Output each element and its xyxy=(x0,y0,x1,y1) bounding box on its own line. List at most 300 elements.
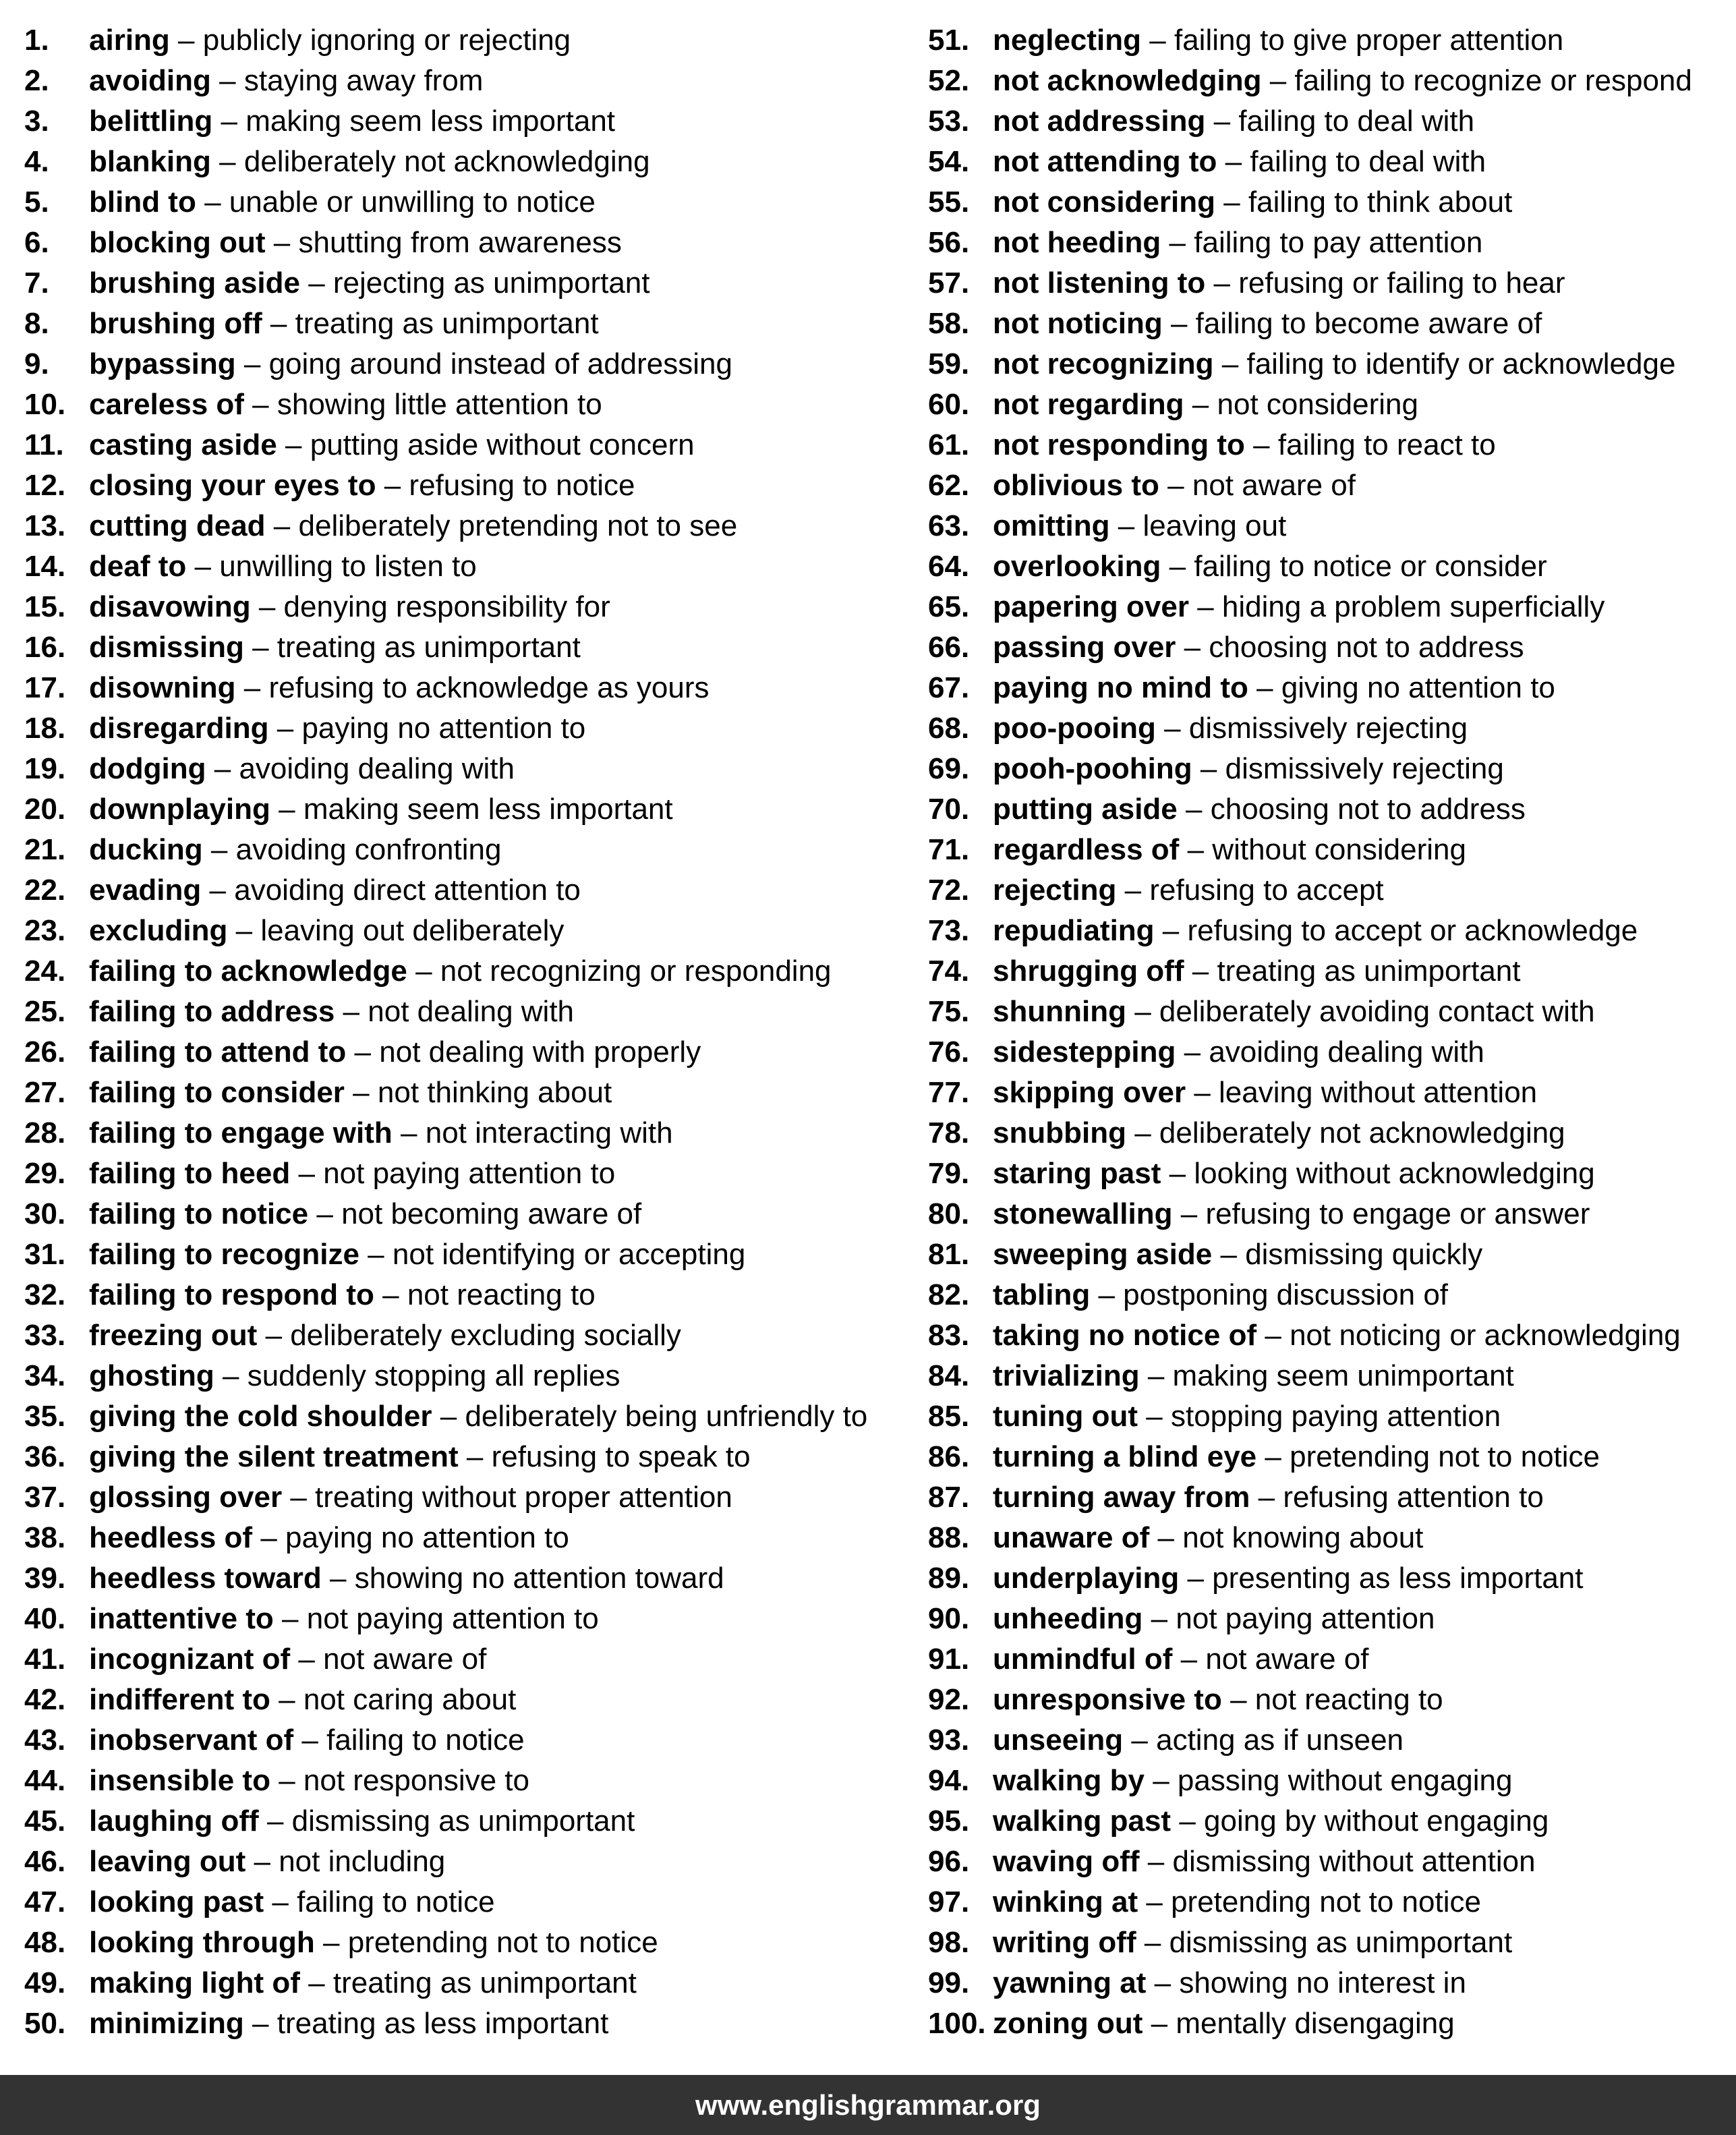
list-item xyxy=(24,1720,894,1761)
item-number: 37. xyxy=(24,1481,66,1514)
item-term: zoning out xyxy=(993,2007,1143,2040)
item-definition: not paying attention xyxy=(1176,1602,1435,1635)
item-separator: – xyxy=(270,307,287,340)
item-separator: – xyxy=(252,388,269,421)
item-definition: making seem unimportant xyxy=(1172,1359,1514,1392)
item-number: 45. xyxy=(24,1804,66,1838)
item-number: 31. xyxy=(24,1238,66,1271)
list-item xyxy=(928,1599,1731,1639)
item-definition: deliberately not acknowledging xyxy=(1159,1116,1565,1149)
item-number: 60. xyxy=(928,388,970,421)
item-term: unaware of xyxy=(993,1521,1150,1554)
item-separator: – xyxy=(1220,1238,1237,1271)
item-term: closing your eyes to xyxy=(89,469,376,502)
list-item xyxy=(24,1842,894,1882)
item-definition: not knowing about xyxy=(1182,1521,1424,1554)
item-definition: refusing to acknowledge as yours xyxy=(268,671,710,704)
list-item xyxy=(928,1113,1731,1154)
item-term: insensible to xyxy=(89,1764,270,1797)
list-item xyxy=(928,1639,1731,1680)
item-term: rejecting xyxy=(993,874,1117,907)
list-item xyxy=(928,1518,1731,1558)
item-term: giving the cold shoulder xyxy=(89,1400,432,1433)
item-term: evading xyxy=(89,874,202,907)
list-item xyxy=(24,546,894,587)
item-number: 87. xyxy=(928,1481,970,1514)
item-number: 23. xyxy=(24,914,66,947)
item-number: 50. xyxy=(24,2007,66,2040)
item-definition: not recognizing or responding xyxy=(440,955,832,988)
item-number: 78. xyxy=(928,1116,970,1149)
item-term: minimizing xyxy=(89,2007,244,2040)
item-term: glossing over xyxy=(89,1481,283,1514)
list-item xyxy=(928,911,1731,951)
item-term: regardless of xyxy=(993,833,1180,866)
item-separator: – xyxy=(1157,1521,1174,1554)
item-term: failing to acknowledge xyxy=(89,955,407,988)
list-item xyxy=(24,1194,894,1234)
item-definition: presenting as less important xyxy=(1212,1562,1584,1595)
item-separator: – xyxy=(273,509,291,542)
item-number: 91. xyxy=(928,1643,970,1676)
list-item xyxy=(928,1315,1731,1356)
item-separator: – xyxy=(308,266,325,300)
item-number: 51. xyxy=(928,24,970,57)
list-item xyxy=(24,587,894,627)
item-separator: – xyxy=(1131,1724,1148,1757)
item-number: 27. xyxy=(24,1076,66,1109)
list-item xyxy=(24,1234,894,1275)
list-item xyxy=(24,1477,894,1518)
item-term: disavowing xyxy=(89,590,251,623)
item-definition: dismissively rejecting xyxy=(1188,712,1468,745)
item-separator: – xyxy=(290,1481,307,1514)
item-number: 80. xyxy=(928,1197,970,1230)
list-item xyxy=(928,1923,1731,1963)
item-number: 92. xyxy=(928,1683,970,1716)
list-item xyxy=(928,951,1731,992)
item-definition: paying no attention to xyxy=(301,712,586,745)
list-item xyxy=(24,992,894,1032)
list-item xyxy=(24,344,894,385)
list-item xyxy=(24,61,894,101)
item-separator: – xyxy=(1147,1359,1165,1392)
list-item xyxy=(24,1761,894,1801)
item-number: 4. xyxy=(24,145,49,178)
item-separator: – xyxy=(1187,1562,1204,1595)
item-number: 99. xyxy=(928,1966,970,1999)
item-separator: – xyxy=(353,1076,370,1109)
item-number: 12. xyxy=(24,469,66,502)
item-definition: dismissing quickly xyxy=(1245,1238,1483,1271)
item-separator: – xyxy=(210,833,228,866)
item-term: ducking xyxy=(89,833,203,866)
item-term: inobservant of xyxy=(89,1724,294,1757)
list-item xyxy=(928,627,1731,668)
item-definition: postponing discussion of xyxy=(1123,1278,1449,1311)
item-separator: – xyxy=(1223,186,1240,219)
item-term: making light of xyxy=(89,1966,300,1999)
item-term: failing to heed xyxy=(89,1157,291,1190)
item-definition: paying no attention to xyxy=(285,1521,569,1554)
item-number: 96. xyxy=(928,1845,970,1878)
item-definition: leaving without attention xyxy=(1219,1076,1538,1109)
item-term: failing to consider xyxy=(89,1076,345,1109)
item-definition: treating as unimportant xyxy=(277,631,581,664)
item-definition: not interacting with xyxy=(425,1116,673,1149)
item-term: sidestepping xyxy=(993,1035,1176,1069)
item-term: unresponsive to xyxy=(993,1683,1222,1716)
item-number: 30. xyxy=(24,1197,66,1230)
item-definition: pretending not to notice xyxy=(1171,1885,1481,1918)
list-item xyxy=(928,142,1731,182)
item-number: 6. xyxy=(24,226,49,259)
item-separator: – xyxy=(298,1157,315,1190)
item-term: failing to recognize xyxy=(89,1238,359,1271)
item-separator: – xyxy=(1187,833,1205,866)
item-definition: leaving out xyxy=(1142,509,1287,542)
item-number: 98. xyxy=(928,1926,970,1959)
item-number: 88. xyxy=(928,1521,970,1554)
list-item xyxy=(928,749,1731,789)
list-item xyxy=(24,789,894,830)
item-separator: – xyxy=(1149,24,1166,57)
item-definition: not dealing with properly xyxy=(379,1035,701,1069)
item-separator: – xyxy=(1230,1683,1247,1716)
item-definition: not aware of xyxy=(1192,469,1356,502)
item-term: poo-pooing xyxy=(993,712,1156,745)
item-definition: failing to identify or acknowledge xyxy=(1246,347,1676,380)
item-definition: giving no attention to xyxy=(1281,671,1555,704)
list-item xyxy=(928,546,1731,587)
item-number: 86. xyxy=(928,1440,970,1473)
item-definition: refusing to notice xyxy=(409,469,635,502)
item-separator: – xyxy=(1194,1076,1211,1109)
item-number: 66. xyxy=(928,631,970,664)
list-item xyxy=(928,992,1731,1032)
item-number: 42. xyxy=(24,1683,66,1716)
item-separator: – xyxy=(209,874,226,907)
item-number: 70. xyxy=(928,793,970,826)
item-separator: – xyxy=(1170,307,1188,340)
item-separator: – xyxy=(1225,145,1242,178)
item-number: 84. xyxy=(928,1359,970,1392)
item-separator: – xyxy=(178,24,195,57)
left-column xyxy=(24,20,894,2044)
item-number: 61. xyxy=(928,428,970,461)
item-number: 59. xyxy=(928,347,970,380)
item-term: giving the silent treatment xyxy=(89,1440,459,1473)
list-item xyxy=(928,708,1731,749)
item-separator: – xyxy=(1269,64,1287,97)
item-term: belittling xyxy=(89,105,213,138)
item-separator: – xyxy=(316,1197,333,1230)
list-item xyxy=(24,1680,894,1720)
item-separator: – xyxy=(252,2007,269,2040)
item-separator: – xyxy=(1253,428,1270,461)
item-separator: – xyxy=(298,1643,315,1676)
item-number: 56. xyxy=(928,226,970,259)
item-definition: dismissively rejecting xyxy=(1225,752,1504,785)
list-item xyxy=(928,1154,1731,1194)
item-separator: – xyxy=(285,428,302,461)
item-definition: choosing not to address xyxy=(1210,793,1526,826)
item-separator: – xyxy=(343,995,360,1028)
item-separator: – xyxy=(273,226,291,259)
item-separator: – xyxy=(415,955,432,988)
item-number: 11. xyxy=(24,428,64,461)
item-definition: refusing attention to xyxy=(1283,1481,1544,1514)
item-separator: – xyxy=(1154,1966,1171,1999)
item-separator: – xyxy=(1167,469,1184,502)
list-item xyxy=(928,1437,1731,1477)
item-definition: not reacting to xyxy=(1254,1683,1443,1716)
item-term: snubbing xyxy=(993,1116,1126,1149)
item-definition: not including xyxy=(279,1845,446,1878)
item-number: 16. xyxy=(24,631,66,664)
item-number: 71. xyxy=(928,833,970,866)
list-item xyxy=(24,1113,894,1154)
item-term: unseeing xyxy=(993,1724,1124,1757)
item-term: failing to attend to xyxy=(89,1035,347,1069)
list-item xyxy=(24,1032,894,1073)
item-term: turning away from xyxy=(993,1481,1250,1514)
list-item xyxy=(928,1032,1731,1073)
item-number: 79. xyxy=(928,1157,970,1190)
list-item xyxy=(24,1923,894,1963)
item-separator: – xyxy=(252,631,269,664)
list-item xyxy=(928,1073,1731,1113)
item-definition: dismissing as unimportant xyxy=(291,1804,635,1838)
item-definition: treating as unimportant xyxy=(332,1966,637,1999)
item-term: leaving out xyxy=(89,1845,246,1878)
item-number: 44. xyxy=(24,1764,66,1797)
item-term: not attending to xyxy=(993,145,1217,178)
item-number: 9. xyxy=(24,347,49,380)
item-separator: – xyxy=(214,752,231,785)
item-separator: – xyxy=(323,1926,340,1959)
list-item xyxy=(928,1194,1731,1234)
item-separator: – xyxy=(1180,1197,1198,1230)
item-separator: – xyxy=(301,1724,318,1757)
list-item xyxy=(24,465,894,506)
list-item xyxy=(928,425,1731,465)
item-definition: showing no attention toward xyxy=(354,1562,724,1595)
list-item xyxy=(24,911,894,951)
item-term: walking by xyxy=(993,1764,1145,1797)
item-term: underplaying xyxy=(993,1562,1180,1595)
list-item xyxy=(928,20,1731,61)
item-number: 54. xyxy=(928,145,970,178)
list-item xyxy=(24,830,894,870)
item-definition: going around instead of addressing xyxy=(268,347,732,380)
item-separator: – xyxy=(219,145,236,178)
item-separator: – xyxy=(265,1319,283,1352)
item-separator: – xyxy=(1146,1885,1163,1918)
list-item xyxy=(24,708,894,749)
item-definition: dismissing as unimportant xyxy=(1169,1926,1513,1959)
item-term: neglecting xyxy=(993,24,1142,57)
item-definition: not aware of xyxy=(323,1643,487,1676)
item-number: 81. xyxy=(928,1238,970,1271)
list-item xyxy=(24,1154,894,1194)
item-number: 35. xyxy=(24,1400,66,1433)
item-number: 19. xyxy=(24,752,66,785)
item-separator: – xyxy=(466,1440,484,1473)
list-item xyxy=(928,263,1731,304)
item-term: not responding to xyxy=(993,428,1245,461)
item-number: 95. xyxy=(928,1804,970,1838)
item-number: 72. xyxy=(928,874,970,907)
list-item xyxy=(24,1558,894,1599)
item-separator: – xyxy=(368,1238,384,1271)
item-term: not listening to xyxy=(993,266,1206,300)
item-number: 83. xyxy=(928,1319,970,1352)
item-separator: – xyxy=(1184,1035,1201,1069)
item-separator: – xyxy=(354,1035,372,1069)
list-item xyxy=(928,1761,1731,1801)
item-definition: deliberately pretending not to see xyxy=(298,509,738,542)
item-separator: – xyxy=(243,347,261,380)
item-separator: – xyxy=(1151,2007,1168,2040)
item-term: paying no mind to xyxy=(993,671,1248,704)
item-separator: – xyxy=(1197,590,1214,623)
item-number: 93. xyxy=(928,1724,970,1757)
item-term: freezing out xyxy=(89,1319,258,1352)
list-item xyxy=(928,304,1731,344)
item-number: 74. xyxy=(928,955,970,988)
list-item xyxy=(928,1396,1731,1437)
item-term: deaf to xyxy=(89,550,187,583)
item-number: 46. xyxy=(24,1845,66,1878)
item-separator: – xyxy=(308,1966,325,1999)
item-term: laughing off xyxy=(89,1804,259,1838)
item-number: 33. xyxy=(24,1319,66,1352)
list-item xyxy=(24,425,894,465)
item-number: 3. xyxy=(24,105,49,138)
item-definition: not caring about xyxy=(303,1683,517,1716)
item-separator: – xyxy=(1256,671,1273,704)
item-definition: not reacting to xyxy=(407,1278,596,1311)
item-term: passing over xyxy=(993,631,1176,664)
item-definition: failing to notice or consider xyxy=(1194,550,1547,583)
item-separator: – xyxy=(1169,550,1186,583)
item-separator: – xyxy=(1146,1400,1163,1433)
item-term: omitting xyxy=(993,509,1110,542)
item-term: incognizant of xyxy=(89,1643,291,1676)
item-separator: – xyxy=(1184,631,1201,664)
list-item xyxy=(24,1801,894,1842)
item-term: failing to engage with xyxy=(89,1116,393,1149)
item-definition: stopping paying attention xyxy=(1170,1400,1501,1433)
list-item xyxy=(24,142,894,182)
item-term: not heeding xyxy=(993,226,1161,259)
item-number: 65. xyxy=(928,590,970,623)
item-definition: not paying attention to xyxy=(306,1602,599,1635)
list-item xyxy=(24,1396,894,1437)
item-term: not regarding xyxy=(993,388,1184,421)
list-item xyxy=(928,1356,1731,1396)
list-item xyxy=(928,506,1731,546)
item-number: 13. xyxy=(24,509,66,542)
item-separator: – xyxy=(277,712,294,745)
item-separator: – xyxy=(1162,914,1180,947)
item-separator: – xyxy=(219,64,236,97)
item-number: 97. xyxy=(928,1885,970,1918)
item-separator: – xyxy=(1134,995,1151,1028)
item-term: repudiating xyxy=(993,914,1155,947)
list-item xyxy=(928,465,1731,506)
item-term: turning a blind eye xyxy=(993,1440,1257,1473)
list-item xyxy=(24,1518,894,1558)
item-number: 64. xyxy=(928,550,970,583)
list-item xyxy=(24,101,894,142)
item-number: 32. xyxy=(24,1278,66,1311)
item-separator: – xyxy=(260,1521,277,1554)
item-number: 38. xyxy=(24,1521,66,1554)
item-number: 69. xyxy=(928,752,970,785)
footer-url[interactable]: www.englishgrammar.org xyxy=(695,2089,1041,2121)
item-term: brushing aside xyxy=(89,266,300,300)
right-column xyxy=(928,20,1731,2044)
list-item xyxy=(24,182,894,223)
item-definition: leaving out deliberately xyxy=(260,914,565,947)
item-number: 41. xyxy=(24,1643,66,1676)
item-term: tabling xyxy=(993,1278,1091,1311)
item-term: cutting dead xyxy=(89,509,266,542)
item-term: papering over xyxy=(993,590,1189,623)
item-definition: treating as less important xyxy=(277,2007,609,2040)
item-separator: – xyxy=(221,105,238,138)
item-definition: deliberately not acknowledging xyxy=(243,145,650,178)
item-definition: making seem less important xyxy=(245,105,616,138)
item-definition: suddenly stopping all replies xyxy=(247,1359,620,1392)
item-separator: – xyxy=(384,469,401,502)
list-item xyxy=(24,668,894,708)
item-definition: denying responsibility for xyxy=(283,590,610,623)
item-definition: making seem less important xyxy=(303,793,673,826)
item-separator: – xyxy=(382,1278,399,1311)
item-term: not considering xyxy=(993,186,1215,219)
item-separator: – xyxy=(1258,1481,1275,1514)
item-term: skipping over xyxy=(993,1076,1186,1109)
list-item xyxy=(928,344,1731,385)
item-number: 8. xyxy=(24,307,49,340)
list-item xyxy=(24,1599,894,1639)
item-definition: not considering xyxy=(1217,388,1418,421)
item-number: 67. xyxy=(928,671,970,704)
item-separator: – xyxy=(1144,1926,1161,1959)
item-definition: refusing to speak to xyxy=(491,1440,751,1473)
item-separator: – xyxy=(194,550,211,583)
item-definition: shutting from awareness xyxy=(298,226,622,259)
list-item xyxy=(24,506,894,546)
item-separator: – xyxy=(279,1764,295,1797)
item-number: 55. xyxy=(928,186,970,219)
item-separator: – xyxy=(243,671,261,704)
item-definition: without considering xyxy=(1212,833,1466,866)
item-definition: failing to pay attention xyxy=(1194,226,1483,259)
list-item xyxy=(24,1437,894,1477)
list-item xyxy=(928,830,1731,870)
item-definition: not aware of xyxy=(1205,1643,1369,1676)
item-term: downplaying xyxy=(89,793,270,826)
item-definition: dismissing without attention xyxy=(1172,1845,1536,1878)
item-separator: – xyxy=(401,1116,417,1149)
item-separator: – xyxy=(1151,1602,1168,1635)
item-definition: unwilling to listen to xyxy=(219,550,477,583)
item-term: inattentive to xyxy=(89,1602,274,1635)
